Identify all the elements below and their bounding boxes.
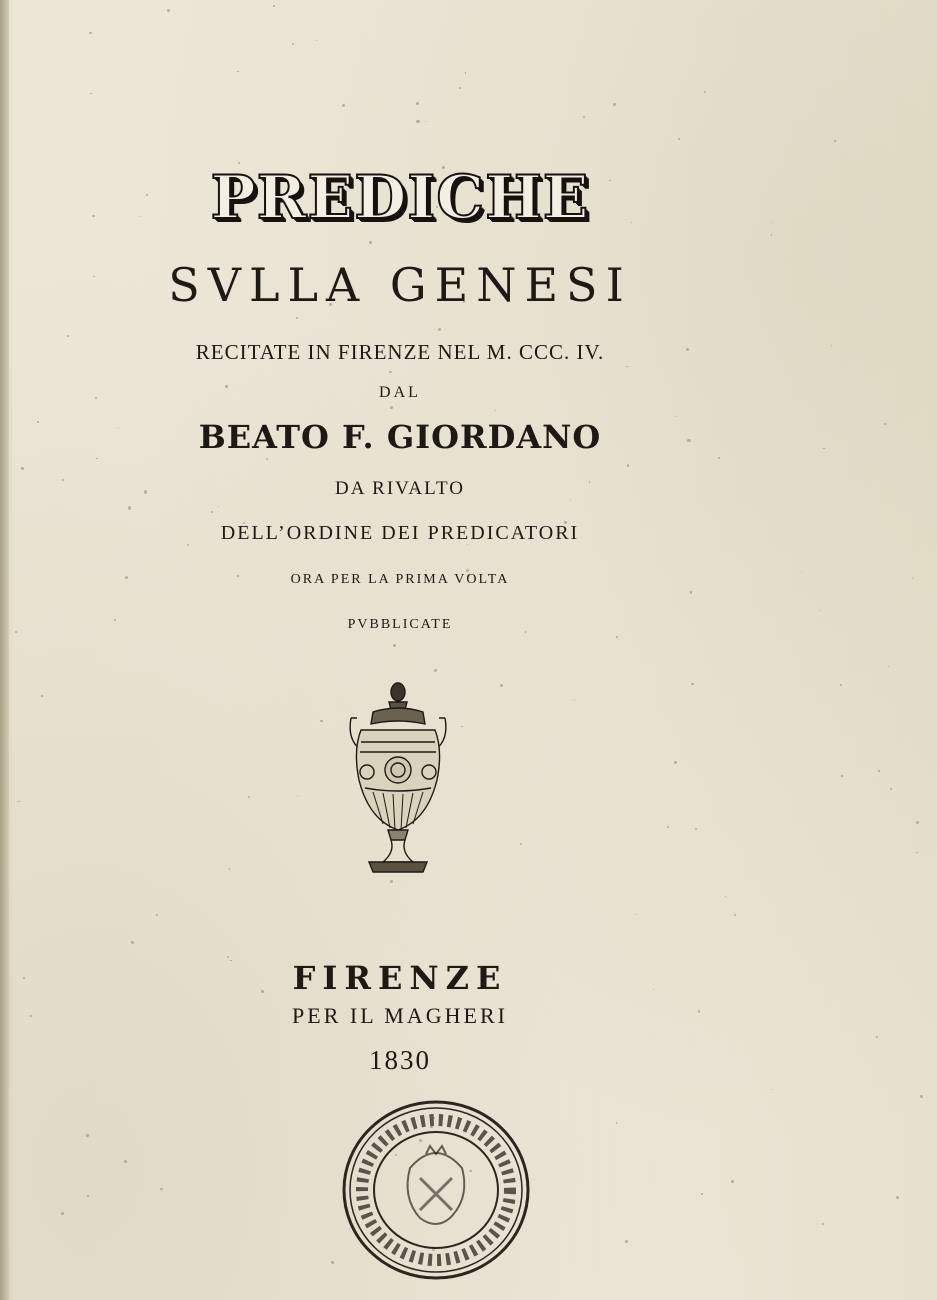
paper-speck: [393, 644, 396, 647]
paper-speck: [18, 801, 19, 802]
paper-speck: [461, 726, 462, 727]
urn-vignette-icon: [343, 680, 453, 880]
paper-speck: [912, 578, 914, 580]
published-label: PVBBLICATE: [347, 617, 453, 632]
religious-order: DELL’ORDINE DEI PREDICATORI: [220, 522, 580, 544]
paper-speck: [667, 826, 669, 828]
paper-speck: [834, 140, 836, 142]
paper-speck: [920, 1095, 923, 1098]
paper-speck: [316, 40, 317, 41]
paper-speck: [888, 666, 889, 667]
paper-speck: [616, 636, 617, 637]
paper-speck: [156, 914, 159, 917]
paper-speck: [734, 914, 736, 916]
paper-speck: [248, 796, 250, 798]
paper-speck: [296, 317, 298, 319]
paper-speck: [266, 458, 268, 460]
paper-speck: [704, 91, 706, 93]
paper-speck: [626, 366, 627, 367]
paper-speck: [771, 234, 773, 236]
paper-speck: [67, 335, 69, 337]
paper-speck: [89, 32, 91, 34]
paper-speck: [96, 458, 97, 459]
paper-speck: [916, 821, 919, 824]
title-subject: SVLLA GENESI: [168, 258, 632, 312]
paper-speck: [390, 880, 393, 883]
edition-note: ORA PER LA PRIMA VOLTA: [290, 572, 510, 587]
paper-speck: [131, 941, 134, 944]
paper-speck: [725, 896, 727, 898]
paper-speck: [822, 1223, 824, 1225]
paper-speck: [884, 423, 886, 425]
paper-speck: [425, 121, 426, 122]
paper-speck: [690, 591, 692, 593]
paper-speck: [520, 843, 522, 845]
paper-speck: [425, 570, 427, 572]
paper-speck: [390, 406, 393, 409]
author-name: BEATO F. GIORDANO: [198, 418, 602, 456]
paper-speck: [823, 448, 825, 450]
paper-speck: [369, 241, 372, 244]
paper-speck: [627, 464, 630, 467]
imprint-printer: PER IL MAGHERI: [292, 1003, 508, 1028]
paper-speck: [635, 914, 636, 915]
paper-speck: [21, 467, 23, 469]
paper-speck: [227, 956, 229, 958]
paper-speck: [896, 1196, 899, 1199]
paper-speck: [438, 328, 441, 331]
paper-speck: [613, 103, 615, 105]
paper-speck: [87, 1195, 89, 1197]
paper-speck: [625, 1240, 628, 1243]
paper-speck: [41, 695, 43, 697]
paper-speck: [128, 506, 131, 509]
paper-speck: [342, 104, 345, 107]
paper-speck: [86, 1134, 88, 1136]
paper-speck: [90, 93, 91, 94]
paper-speck: [583, 116, 585, 118]
paper-speck: [416, 102, 419, 105]
paper-speck: [771, 1089, 772, 1090]
paper-speck: [840, 684, 842, 686]
paper-speck: [801, 572, 802, 573]
paper-speck: [124, 1160, 127, 1163]
paper-speck: [841, 775, 843, 777]
library-stamp-icon: [340, 1098, 532, 1282]
paper-speck: [320, 720, 322, 722]
paper-speck: [434, 669, 437, 672]
paper-speck: [674, 761, 677, 764]
paper-speck: [718, 457, 720, 459]
paper-speck: [229, 868, 230, 869]
paper-speck: [237, 71, 239, 73]
paper-speck: [160, 1188, 163, 1191]
paper-speck: [389, 371, 392, 374]
author-origin: DA RIVALTO: [335, 478, 465, 499]
by-label: DAL: [379, 384, 421, 401]
paper-speck: [678, 138, 680, 140]
imprint-year: 1830: [369, 1045, 431, 1075]
paper-speck: [695, 828, 697, 830]
paper-speck: [916, 852, 917, 853]
paper-speck: [731, 1180, 733, 1182]
paper-speck: [616, 1122, 618, 1124]
paper-speck: [416, 120, 419, 123]
paper-speck: [218, 506, 219, 507]
paper-speck: [167, 9, 170, 12]
paper-speck: [331, 1261, 334, 1264]
paper-speck: [831, 345, 832, 346]
paper-speck: [876, 1036, 878, 1038]
paper-speck: [691, 683, 693, 685]
paper-speck: [534, 1179, 535, 1180]
paper-speck: [574, 699, 575, 700]
paper-speck: [297, 796, 298, 797]
paper-speck: [459, 87, 461, 89]
paper-speck: [273, 5, 275, 7]
paper-speck: [465, 72, 467, 74]
paper-speck: [500, 684, 503, 687]
paper-speck: [292, 43, 295, 46]
paper-speck: [701, 1193, 703, 1195]
title-main: PREDICHE: [210, 163, 590, 233]
recitation-note: RECITATE IN FIRENZE NEL M. CCC. IV.: [195, 340, 605, 364]
paper-speck: [211, 511, 214, 514]
imprint-city: FIRENZE: [292, 959, 508, 997]
paper-speck: [495, 410, 496, 411]
paper-speck: [878, 770, 879, 771]
paper-speck: [890, 788, 892, 790]
paper-speck: [61, 1212, 64, 1215]
paper-speck: [820, 610, 822, 612]
